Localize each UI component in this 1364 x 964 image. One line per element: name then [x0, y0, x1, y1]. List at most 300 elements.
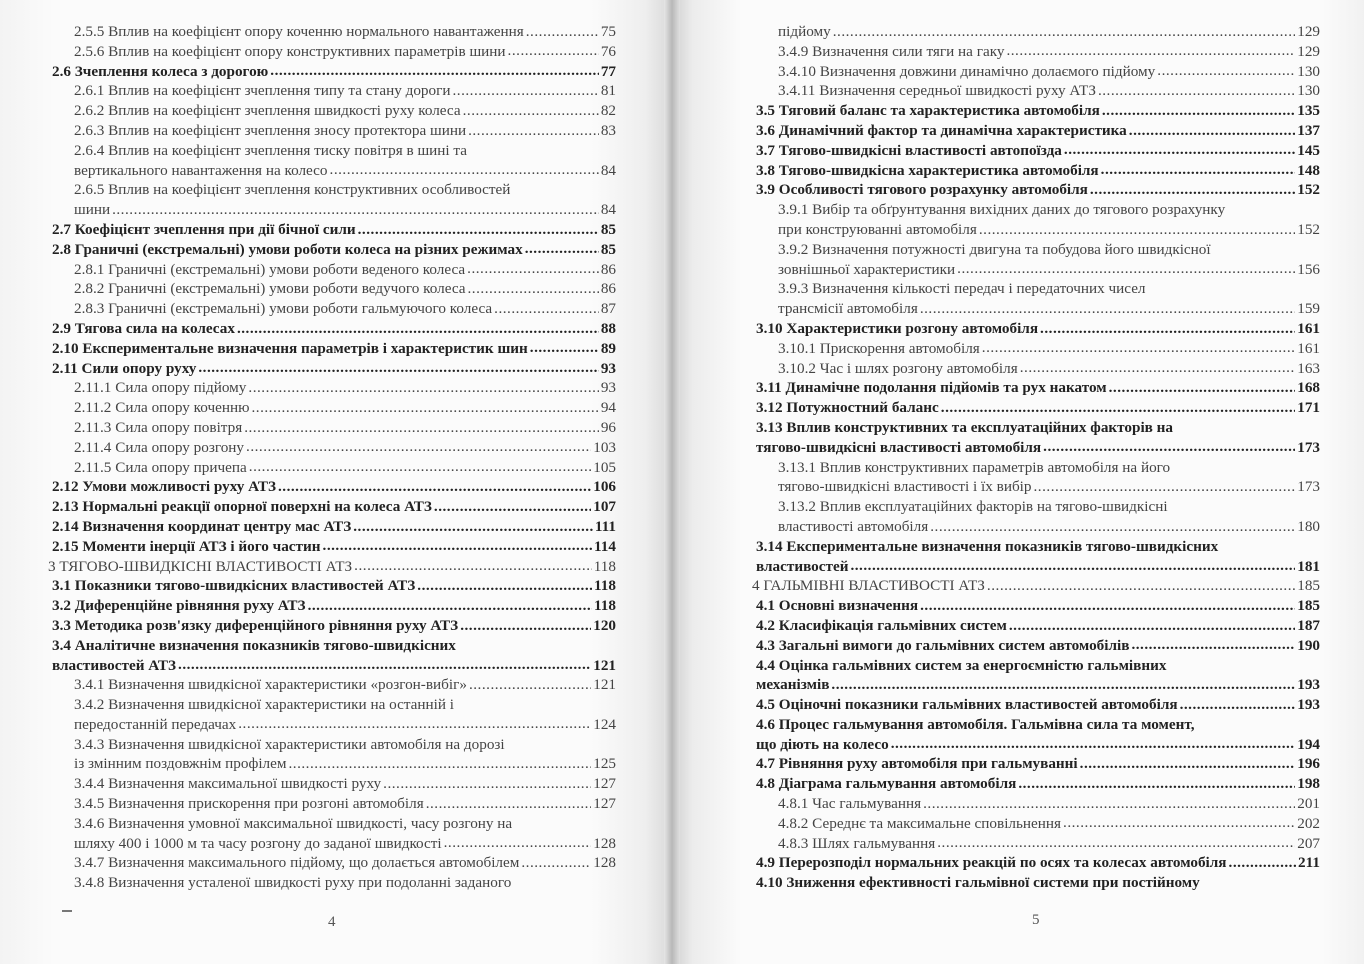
toc-subsection [752, 794, 1320, 814]
dot-leader [383, 774, 591, 794]
dot-leader [1131, 636, 1295, 656]
toc-entry-title: 3.4.2 Визначення швидкісної характеристики на останній і [74, 696, 455, 714]
dot-leader [1129, 121, 1295, 141]
dot-leader [833, 22, 1296, 42]
toc-entry-title: 2.11 Сили опору руху [52, 359, 197, 377]
toc-section [48, 220, 616, 240]
toc-page-number: 121 [593, 676, 616, 694]
toc-page-number: 173 [1297, 438, 1320, 456]
toc-page-number: 190 [1297, 636, 1320, 654]
toc-page-number: 118 [593, 557, 616, 575]
dot-leader [244, 418, 599, 438]
toc-subsection [48, 81, 616, 101]
toc-entry-continuation: шляху 400 і 1000 м та часу розгону до заданої швидкості [74, 834, 442, 852]
dot-leader [452, 81, 598, 101]
dot-leader [982, 339, 1295, 359]
toc-entry-title: 2.6.5 Вплив на коефіцієнт зчеплення конструктивних особливостей [74, 181, 511, 199]
toc-subsection [48, 774, 616, 794]
dot-leader [526, 22, 599, 42]
toc-entry-title: 3.10.2 Час і шлях розгону автомобіля [778, 359, 1018, 377]
toc-subsection [48, 794, 616, 814]
toc-page-number: 198 [1297, 775, 1320, 793]
toc-subsection [48, 180, 616, 220]
toc-entry-title: 2.15 Моменти інерції АТЗ і його частин [52, 537, 321, 555]
toc-entry-title: 4.7 Рівняння руху автомобіля при гальмуванні [756, 755, 1078, 773]
toc-subsection [48, 22, 616, 42]
toc-entry-title: 4.2 Класифікація гальмівних систем [756, 616, 1007, 634]
toc-entry-title: підйому [778, 23, 831, 40]
toc-page-number: 161 [1297, 339, 1320, 357]
toc-entry-continuation: властивостей АТЗ [52, 656, 177, 674]
dot-leader [850, 557, 1295, 577]
toc-subsection [752, 814, 1320, 834]
toc-page-number: 145 [1297, 141, 1320, 159]
dot-leader [930, 517, 1295, 537]
toc-section [48, 240, 616, 260]
toc-page-number: 82 [600, 102, 616, 120]
toc-section [752, 398, 1320, 418]
page-number-right: 5 [1032, 912, 1040, 928]
toc-entry-title: 3.4.5 Визначення прискорення при розгоні автомобіля [74, 795, 424, 813]
toc-page-number: 84 [600, 161, 616, 179]
dot-leader [1080, 754, 1296, 774]
dot-leader [460, 616, 591, 636]
toc-page-number: 180 [1297, 517, 1320, 535]
toc-subsection [48, 695, 616, 735]
toc-entry-continuation: тягово-швидкісні властивості і їх вибір [778, 478, 1032, 496]
dot-leader [521, 853, 591, 873]
dot-leader [248, 378, 598, 398]
dot-leader [353, 517, 593, 537]
toc-entry-title: 4.3 Загальні вимоги до гальмівних систем автомобілів [756, 636, 1130, 654]
toc-subsection [48, 42, 616, 62]
toc-entry-title: 4.10 Зниження ефективності гальмівної системи при постійному [756, 874, 1200, 892]
toc-entry-continuation-row [778, 299, 1320, 319]
toc-section [752, 378, 1320, 398]
dot-leader [469, 675, 591, 695]
toc-section [48, 616, 616, 636]
dot-leader [1157, 62, 1295, 82]
toc-subsection [48, 853, 616, 873]
toc-entry-title: 3.4 Аналітичне визначення показників тягово-швидкісних [52, 636, 456, 654]
page-number-left: 4 [328, 914, 336, 930]
dot-leader [467, 260, 599, 280]
toc-page-number: 124 [593, 715, 616, 733]
toc-entry-title: 3.10.1 Прискорення автомобіля [778, 339, 980, 357]
toc-subsection [48, 873, 616, 893]
toc-page-number: 193 [1297, 696, 1320, 714]
dot-leader [198, 359, 598, 379]
table-of-contents-right [752, 22, 1320, 893]
toc-section [48, 576, 616, 596]
toc-entry-title: 2.10 Експериментальне визначення параметрів і характеристик шин [52, 339, 528, 357]
toc-subsection [752, 240, 1320, 280]
dot-leader [508, 42, 599, 62]
dot-leader [1180, 695, 1296, 715]
margin-mark [62, 910, 72, 912]
toc-subsection [752, 200, 1320, 240]
toc-page-number: 93 [600, 379, 616, 397]
dot-leader [251, 398, 598, 418]
toc-entry-title: 3.1 Показники тягово-швидкісних властивостей АТЗ [52, 577, 416, 595]
toc-entry-title: 3.9.2 Визначення потужності двигуна та побудова його швидкісної [778, 240, 1211, 258]
dot-leader [237, 319, 599, 339]
toc-entry-title: 3.8 Тягово-швидкісна характеристика автомобіля [756, 161, 1099, 179]
toc-page-number: 96 [600, 418, 616, 436]
toc-page-number: 187 [1297, 616, 1320, 634]
toc-entry-title: 2.6 Зчеплення колеса з дорогою [52, 62, 269, 80]
toc-page-number: 171 [1297, 399, 1320, 417]
toc-section [752, 853, 1320, 873]
toc-entry-title: 2.6.2 Вплив на коефіцієнт зчеплення швидкості руху колеса [74, 102, 461, 120]
toc-section [48, 319, 616, 339]
toc-entry-title: 3.5 Тяговий баланс та характеристика автомобіля [756, 102, 1100, 120]
toc-page-number: 128 [593, 834, 616, 852]
toc-entry-title: 3.4.10 Визначення довжини динамічно долаємого підйому [778, 62, 1156, 80]
toc-subsection [48, 418, 616, 438]
toc-page-number: 84 [600, 201, 616, 219]
toc-page-number: 94 [600, 399, 616, 417]
toc-page-number: 118 [594, 577, 616, 595]
toc-page-number: 87 [600, 300, 616, 318]
toc-entry-title: 4.1 Основні визначення [756, 597, 919, 615]
dot-leader [1090, 180, 1295, 200]
toc-subsection [48, 279, 616, 299]
toc-section [48, 477, 616, 497]
toc-section [48, 636, 616, 676]
dot-leader [1063, 814, 1295, 834]
toc-entry-title: 2.13 Нормальні реакції опорної поверхні на колеса АТЗ [52, 498, 432, 516]
toc-entry-title: 3.14 Експериментальне визначення показників тягово-швидкісних [756, 537, 1219, 555]
toc-entry-title: 3.4.4 Визначення максимальної швидкості руху [74, 775, 382, 793]
toc-page-number: 163 [1297, 359, 1320, 377]
dot-leader [270, 62, 599, 82]
toc-entry-title: 3.13 Вплив конструктивних та експлуатаційних факторів на [756, 418, 1174, 436]
toc-chapter [752, 576, 1320, 596]
toc-subsection [752, 497, 1320, 537]
dot-leader [941, 398, 1295, 418]
toc-section [752, 180, 1320, 200]
toc-entry-continuation-row [74, 200, 616, 220]
toc-entry-title: 3.4.1 Визначення швидкісної характеристики «розгон-вибіг» [74, 676, 467, 694]
dot-leader [987, 576, 1295, 596]
dot-leader [1098, 81, 1295, 101]
toc-entry-continuation-row [74, 161, 616, 181]
dot-leader [920, 596, 1295, 616]
toc-entry-continuation: що діють на колесо [756, 735, 889, 753]
dot-leader [937, 834, 1295, 854]
toc-entry-continuation-row [778, 517, 1320, 537]
toc-entry-title: 3.9.3 Визначення кількості передач і передаточних чисел [778, 280, 1146, 298]
toc-page-number: 152 [1297, 220, 1320, 238]
toc-entry-title: 2.5.6 Вплив на коефіцієнт опору конструктивних параметрів шини [74, 42, 506, 60]
toc-entry-title: 3.9.1 Вибір та обґрунтування вихідних даних до тягового розрахунку [778, 201, 1226, 219]
toc-entry-title: 2.8 Граничні (екстремальні) умови роботи колеса на різних режимах [52, 240, 523, 258]
toc-entry-title: 4.4 Оцінка гальмівних систем за енергоємністю гальмівних [756, 656, 1167, 674]
dot-leader [426, 794, 592, 814]
toc-section [48, 339, 616, 359]
toc-page-number: 103 [593, 438, 616, 456]
dot-leader [1109, 378, 1296, 398]
toc-entry-continuation: передостанній передачах [74, 715, 237, 733]
toc-subsection [48, 735, 616, 775]
toc-entry-title: 3.4.9 Визначення сили тяги на гаку [778, 42, 1005, 60]
toc-page-number: 173 [1297, 478, 1320, 496]
toc-entry-title: 3.13.1 Вплив конструктивних параметрів автомобіля на його [778, 458, 1171, 476]
toc-page-number: 120 [593, 616, 616, 634]
toc-subsection [48, 675, 616, 695]
toc-entry-title: 4.8.1 Час гальмування [778, 795, 922, 813]
toc-page-number: 193 [1297, 676, 1320, 694]
toc-entry-title: 2.6.3 Вплив на коефіцієнт зчеплення зносу протектора шини [74, 121, 467, 139]
toc-entry-continuation-row [778, 477, 1320, 497]
dot-leader [1101, 161, 1296, 181]
toc-entry-continuation: властивості автомобіля [778, 517, 929, 535]
toc-section [48, 497, 616, 517]
toc-subsection [48, 438, 616, 458]
toc-entry-title: 3.11 Динамічне подолання підйомів та рух накатом [756, 379, 1107, 397]
toc-entry-title: 2.11.5 Сила опору причепа [74, 458, 247, 476]
dot-leader [1043, 438, 1295, 458]
toc-page-number: 152 [1297, 181, 1320, 199]
toc-subsection [752, 22, 1320, 42]
toc-entry-title: 3 ТЯГОВО-ШВИДКІСНІ ВЛАСТИВОСТІ АТЗ [48, 557, 353, 575]
toc-entry-continuation: вертикального навантаження на колесо [74, 161, 328, 179]
dot-leader [308, 596, 592, 616]
toc-entry-title: 3.9 Особливості тягового розрахунку автомобіля [756, 181, 1088, 199]
toc-entry-title: 4.8.3 Шлях гальмування [778, 834, 936, 852]
dot-leader [525, 240, 599, 260]
table-of-contents-left [48, 22, 616, 893]
toc-section [752, 656, 1320, 696]
dot-leader [278, 477, 591, 497]
dot-leader [1009, 616, 1295, 636]
toc-entry-continuation-row [778, 220, 1320, 240]
toc-subsection [48, 398, 616, 418]
toc-section [752, 121, 1320, 141]
book-gutter [664, 0, 680, 964]
toc-entry-title: 3.7 Тягово-швидкісні властивості автопоїзда [756, 141, 1062, 159]
toc-subsection [48, 814, 616, 854]
toc-section [752, 774, 1320, 794]
dot-leader [358, 220, 599, 240]
toc-entry-title: 2.11.3 Сила опору повітря [74, 418, 243, 436]
dot-leader [530, 339, 599, 359]
dot-leader [249, 458, 591, 478]
toc-entry-title: 2.11.2 Сила опору коченню [74, 399, 250, 417]
toc-page-number: 148 [1297, 161, 1320, 179]
toc-subsection [752, 279, 1320, 319]
dot-leader [246, 438, 591, 458]
toc-page-number: 83 [600, 121, 616, 139]
toc-entry-title: 3.4.3 Визначення швидкісної характеристики автомобіля на дорозі [74, 735, 505, 753]
toc-subsection [752, 458, 1320, 498]
toc-section [48, 537, 616, 557]
toc-section [752, 418, 1320, 458]
dot-leader [417, 576, 592, 596]
toc-entry-continuation-row [756, 675, 1320, 695]
toc-section [48, 359, 616, 379]
toc-entry-title: 4 ГАЛЬМІВНІ ВЛАСТИВОСТІ АТЗ [752, 577, 985, 595]
toc-page-number: 211 [1298, 854, 1320, 872]
toc-page-number: 76 [600, 42, 616, 60]
toc-page-number: 130 [1297, 82, 1320, 100]
toc-page-number: 114 [594, 537, 616, 555]
dot-leader [494, 299, 599, 319]
toc-entry-title: 2.14 Визначення координат центру мас АТЗ [52, 517, 352, 535]
toc-page-number: 81 [600, 82, 616, 100]
toc-entry-continuation-row [778, 260, 1320, 280]
toc-page-number: 168 [1297, 379, 1320, 397]
toc-entry-title: 3.6 Динамічний фактор та динамічна характеристика [756, 121, 1127, 139]
dot-leader [1064, 141, 1295, 161]
toc-entry-title: 2.8.2 Граничні (екстремальні) умови роботи ведучого колеса [74, 280, 466, 298]
dot-leader [979, 220, 1295, 240]
toc-page-number: 127 [593, 775, 616, 793]
toc-page-number: 196 [1297, 755, 1320, 773]
toc-entry-title: 4.9 Перерозподіл нормальних реакцій по осях та колесах автомобіля [756, 854, 1227, 872]
toc-section [752, 754, 1320, 774]
toc-entry-title: 3.10 Характеристики розгону автомобіля [756, 319, 1039, 337]
toc-entry-title: 3.3 Методика розв'язку диференційного рівняння руху АТЗ [52, 616, 459, 634]
toc-entry-title: 4.6 Процес гальмування автомобіля. Гальмівна сила та момент, [756, 715, 1195, 733]
toc-entry-title: 2.8.3 Граничні (екстремальні) умови роботи гальмуючого колеса [74, 300, 493, 318]
dot-leader [112, 200, 599, 220]
toc-page-number: 85 [600, 220, 616, 238]
toc-page-number: 181 [1297, 557, 1320, 575]
dot-leader [354, 557, 592, 577]
toc-entry-continuation-row [756, 438, 1320, 458]
toc-subsection [752, 62, 1320, 82]
toc-entry-continuation: шини [74, 201, 111, 219]
toc-entry-continuation-row [74, 754, 616, 774]
toc-entry-title: 2.7 Коефіцієнт зчеплення при дії бічної сили [52, 220, 356, 238]
toc-page-number: 129 [1297, 42, 1320, 60]
toc-entry-continuation-row [52, 656, 616, 676]
dot-leader [468, 121, 599, 141]
toc-entry-title: 4.5 Оціночні показники гальмівних властивостей автомобіля [756, 696, 1178, 714]
toc-entry-continuation-row [74, 715, 616, 735]
toc-page-number: 129 [1297, 23, 1320, 40]
toc-entry-continuation: трансмісії автомобіля [778, 300, 918, 318]
toc-subsection [48, 101, 616, 121]
toc-page-number: 105 [593, 458, 616, 476]
toc-entry-continuation-row [74, 834, 616, 854]
toc-page-number: 156 [1297, 260, 1320, 278]
dot-leader [238, 715, 591, 735]
toc-section [48, 62, 616, 82]
toc-entry-continuation: із змінним поздовжнім профілем [74, 755, 287, 773]
toc-chapter [48, 557, 616, 577]
dot-leader [434, 497, 591, 517]
toc-page-number: 185 [1297, 597, 1320, 615]
toc-page-number: 135 [1297, 102, 1320, 120]
toc-subsection [752, 359, 1320, 379]
toc-subsection [48, 458, 616, 478]
dot-leader [920, 299, 1295, 319]
dot-leader [1020, 359, 1295, 379]
toc-entry-title: 3.4.6 Визначення умовної максимальної швидкості, часу розгону на [74, 814, 513, 832]
dot-leader [831, 675, 1295, 695]
toc-section [752, 537, 1320, 577]
toc-page-number: 137 [1297, 121, 1320, 139]
toc-section [752, 319, 1320, 339]
dot-leader [468, 279, 599, 299]
dot-leader [444, 834, 592, 854]
toc-section [752, 596, 1320, 616]
toc-section [752, 715, 1320, 755]
toc-subsection [752, 339, 1320, 359]
toc-entry-continuation-row [756, 735, 1320, 755]
toc-entry-continuation: механізмів [756, 676, 830, 694]
dot-leader [957, 260, 1295, 280]
toc-entry-title: 2.9 Тягова сила на колесах [52, 319, 235, 337]
toc-page-number: 207 [1297, 834, 1320, 852]
toc-page-number: 88 [600, 319, 616, 337]
toc-page-number: 185 [1297, 577, 1320, 595]
dot-leader [1006, 42, 1295, 62]
toc-subsection [48, 299, 616, 319]
dot-leader [891, 735, 1296, 755]
toc-page-number: 201 [1297, 795, 1320, 813]
toc-subsection [48, 121, 616, 141]
toc-page-number: 202 [1297, 814, 1320, 832]
toc-subsection [752, 834, 1320, 854]
toc-entry-title: 2.12 Умови можливості руху АТЗ [52, 478, 276, 496]
toc-entry-title: 2.6.1 Вплив на коефіцієнт зчеплення типу та стану дороги [74, 82, 451, 100]
toc-entry-title: 3.12 Потужностний баланс [756, 399, 939, 417]
toc-page-number: 86 [600, 280, 616, 298]
toc-entry-continuation: при конструюванні автомобіля [778, 220, 977, 238]
toc-entry-continuation: зовнішньої характеристики [778, 260, 956, 278]
toc-page-number: 128 [593, 854, 616, 872]
toc-section [48, 517, 616, 537]
toc-page-number: 106 [593, 478, 616, 496]
toc-subsection [48, 378, 616, 398]
dot-leader [178, 656, 591, 676]
toc-page-number: 121 [593, 656, 616, 674]
toc-section [752, 695, 1320, 715]
toc-entry-title: 3.4.11 Визначення середньої швидкості руху АТЗ [778, 82, 1096, 100]
toc-section [752, 161, 1320, 181]
toc-entry-title: 2.6.4 Вплив на коефіцієнт зчеплення тиску повітря в шині та [74, 141, 467, 159]
toc-section [752, 141, 1320, 161]
toc-page-number: 86 [600, 260, 616, 278]
toc-entry-continuation: тягово-швидкісні властивості автомобіля [756, 438, 1042, 456]
toc-page-number: 118 [594, 597, 616, 615]
toc-entry-continuation-row [756, 557, 1320, 577]
toc-entry-title: 2.5.5 Вплив на коефіцієнт опору коченню нормального навантаження [74, 23, 524, 40]
dot-leader [923, 794, 1295, 814]
dot-leader [463, 101, 599, 121]
toc-page-number: 75 [600, 23, 616, 40]
toc-entry-title: 4.8 Діаграма гальмування автомобіля [756, 775, 1017, 793]
dot-leader [1229, 853, 1297, 873]
toc-entry-title: 3.4.8 Визначення усталеної швидкості руху при подоланні заданого [74, 874, 512, 892]
toc-section [752, 636, 1320, 656]
toc-page-number: 194 [1297, 735, 1320, 753]
dot-leader [1040, 319, 1295, 339]
toc-page-number: 111 [594, 517, 616, 535]
toc-entry-continuation: властивостей [756, 557, 849, 575]
toc-page-number: 93 [600, 359, 616, 377]
toc-entry-title: 2.11.1 Сила опору підйому [74, 379, 247, 397]
toc-subsection [48, 141, 616, 181]
toc-section [48, 596, 616, 616]
toc-page-number: 85 [600, 240, 616, 258]
dot-leader [330, 161, 599, 181]
toc-page-number: 127 [593, 795, 616, 813]
